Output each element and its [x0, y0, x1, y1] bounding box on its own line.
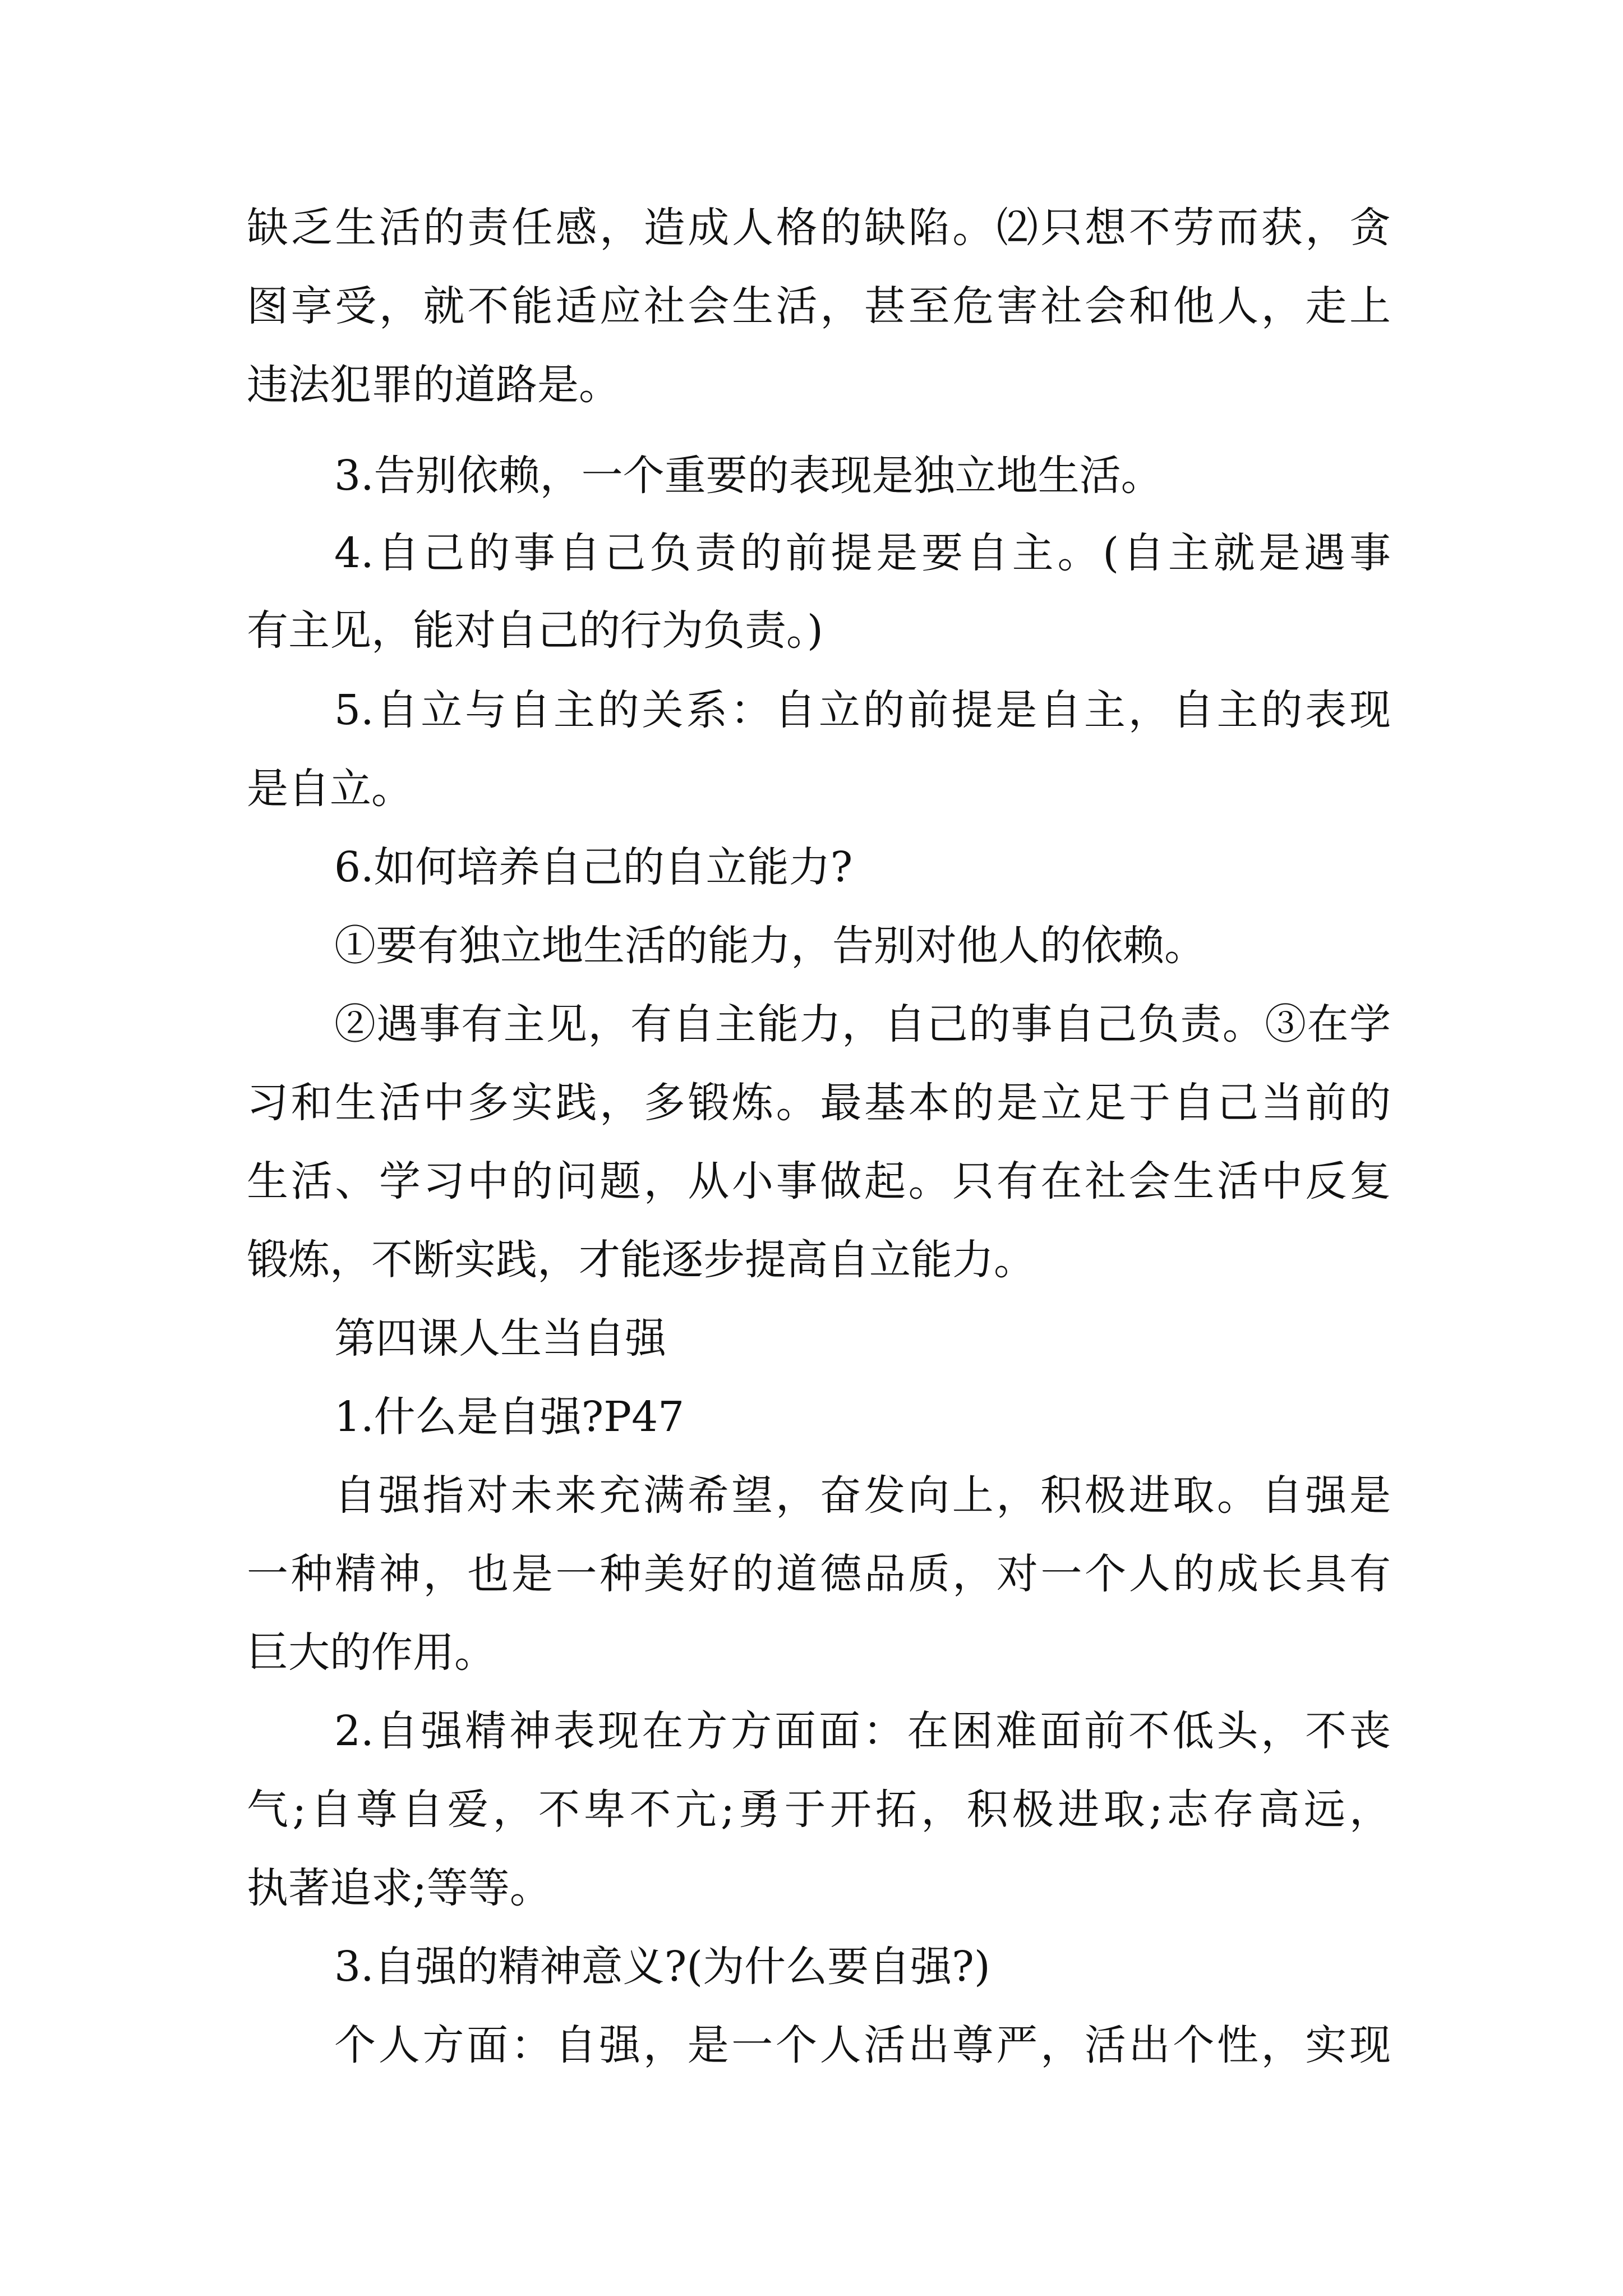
- text-line: 违法犯罪的道路是。: [247, 361, 620, 409]
- text-line: 锻炼，不断实践，才能逐步提高自立能力。: [247, 1236, 1035, 1284]
- text-line: 巨大的作用。: [247, 1628, 496, 1677]
- text-line: 2.自强精神表现在方方面面：在困难面前不低头，不丧: [334, 1707, 1391, 1755]
- text-line: 是自立。: [247, 765, 413, 813]
- text-line: 缺乏生活的责任感，造成人格的缺陷。⑵只想不劳而获，贪: [247, 204, 1391, 252]
- text-line: 一种精神，也是一种美好的道德品质，对一个人的成长具有: [247, 1550, 1391, 1598]
- text-line: ①要有独立地生活的能力，告别对他人的依赖。: [334, 922, 1206, 970]
- text-line: 5.自立与自主的关系：自立的前提是自主，自主的表现: [334, 686, 1391, 734]
- text-line: 有主见，能对自己的行为负责。): [247, 606, 823, 655]
- text-line: 3.自强的精神意义?(为什么要自强?): [334, 1943, 990, 1991]
- text-line: 执著追求;等等。: [247, 1864, 551, 1912]
- text-line: 1.什么是自强?P47: [334, 1393, 685, 1441]
- text-line: 4.自己的事自己负责的前提是要自主。(自主就是遇事: [334, 529, 1391, 577]
- text-line: 习和生活中多实践，多锻炼。最基本的是立足于自己当前的: [247, 1079, 1391, 1127]
- text-line: 6.如何培养自己的自立能力?: [334, 843, 853, 891]
- text-line: 3.告别依赖，一个重要的表现是独立地生活。: [334, 452, 1163, 500]
- section-heading: 第四课人生当自强: [334, 1314, 666, 1363]
- text-line: 自强指对未来充满希望，奋发向上，积极进取。自强是: [334, 1471, 1391, 1520]
- text-line: 生活、学习中的问题，从小事做起。只有在社会生活中反复: [247, 1157, 1391, 1205]
- text-line: ②遇事有主见，有自主能力，自己的事自己负责。③在学: [334, 1000, 1391, 1048]
- text-line: 图享受，就不能适应社会生活，甚至危害社会和他人，走上: [247, 282, 1391, 330]
- text-line: 气;自尊自爱，不卑不亢;勇于开拓，积极进取;志存高远，: [247, 1786, 1391, 1834]
- text-line: 个人方面：自强，是一个人活出尊严，活出个性，实现: [334, 2021, 1391, 2069]
